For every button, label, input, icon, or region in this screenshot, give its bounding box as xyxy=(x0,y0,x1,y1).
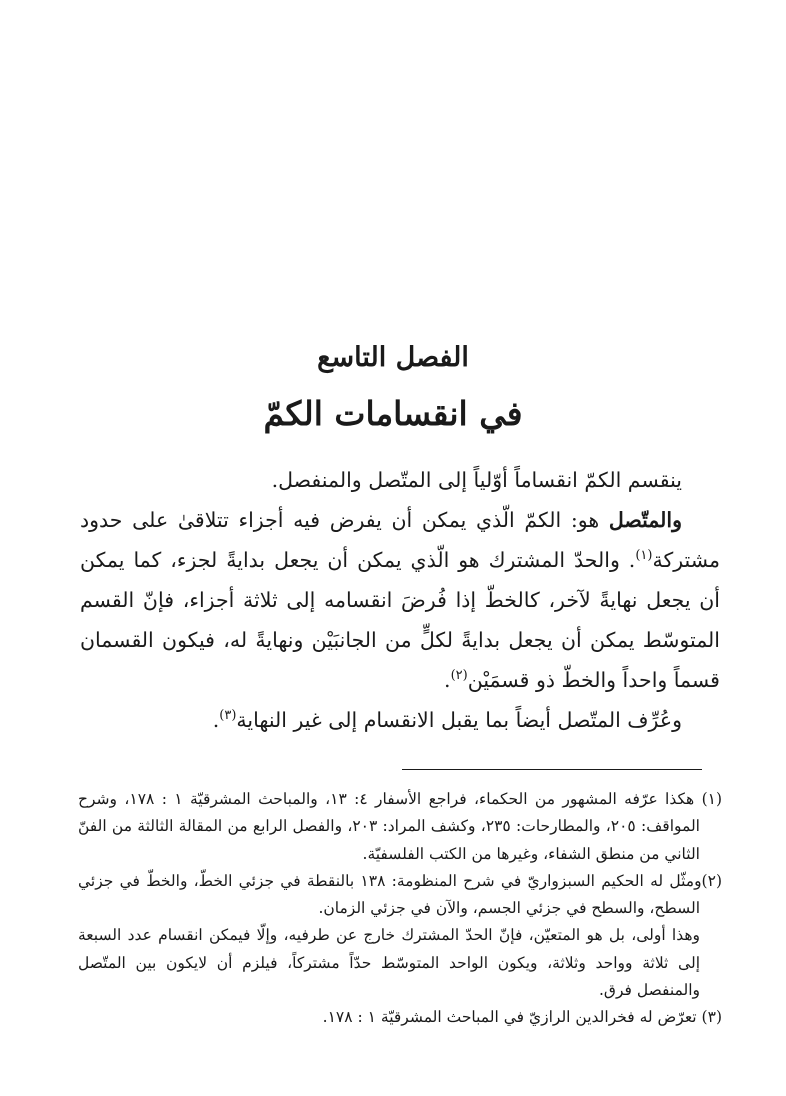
footnotes xyxy=(78,786,722,1032)
footnote-3: (٣) تعرّض له فخرالدين الرازيّ في المباحث المشرقيّة ١ : ١٧٨. xyxy=(322,1008,722,1027)
paragraph-division: ينقسم الكمّ انقساماً أوّلياً إلى المتّصل والمنفصل. xyxy=(271,468,682,492)
chapter-title: في انقسامات الكمّ xyxy=(263,394,523,433)
term-continuous: والمتّصل xyxy=(608,508,682,532)
paragraph-text: هو: الكمّ الّذي يمكن أن يفرض فيه أجزاء تتلاقىٰ على حدود مشتركة xyxy=(80,508,720,572)
paragraph-text: . والحدّ المشترك هو الّذي يمكن أن يجعل بدايةً لجزء، كما يمكن أن يجعل نهايةً لآخر، كالخطّ إذا فُرضَ انقسامه إلى ثلاثة أجزاء، فإنّ القسم المتوسّط يمكن أن يجعل بدايةً لكلٍّ من الجانبَيْن ونهايةً له، فيكون القسمان قسماً واحداً والخطّ ذو قسمَيْن xyxy=(80,548,720,692)
body-text xyxy=(80,460,720,740)
chapter-label: الفصل التاسع xyxy=(317,342,469,373)
paragraph-punct: . xyxy=(212,708,220,732)
footnote-ref-1[interactable]: (١) xyxy=(635,548,653,564)
footnote-ref-3[interactable]: (٣) xyxy=(219,708,237,724)
footnote-divider xyxy=(402,769,702,770)
paragraph-alt-definition xyxy=(80,700,720,740)
paragraph-text: وعُرِّف المتّصل أيضاً بما يقبل الانقسام إلى غير النهاية xyxy=(236,708,682,732)
footnote-2: (٢)ومثّل له الحكيم السبزواريّ في شرح المنظومة: ١٣٨ بالنقطة في جزئي الخطّ، والخطّ في جزئي السطح، والسطح في جزئي الجسم، والآن في جزئي الزمان. xyxy=(78,871,722,918)
paragraph-continuous-definition xyxy=(80,500,720,700)
footnote-2-continuation: وهذا أولى، بل هو المتعيّن، فإنّ الحدّ المشترك خارج عن طرفيه، وإلّا فيمكن انقسام عدد السبعة إلى ثلاثة وواحد وثلاثة، ويكون الواحد المتوسّط حدّاً مشتركاً، فيلزم أن لايكون بين المتّصل والمنفصل فرق. xyxy=(78,926,700,1000)
footnote-1: (١) هكذا عرّفه المشهور من الحكماء، فراجع الأسفار ٤: ١٣، والمباحث المشرقيّة ١ : ١٧٨، وشرح المواقف: ٢٠٥، والمطارحات: ٢٣٥، وكشف المراد: ٢٠٣، والفصل الرابع من المقالة الثالثة من الفنّ الثاني من منطق الشفاء، وغيرها من الكتب الفلسفيّة. xyxy=(78,790,723,863)
footnote-ref-2[interactable]: (٢) xyxy=(450,668,468,684)
paragraph-punct: . xyxy=(444,668,451,692)
